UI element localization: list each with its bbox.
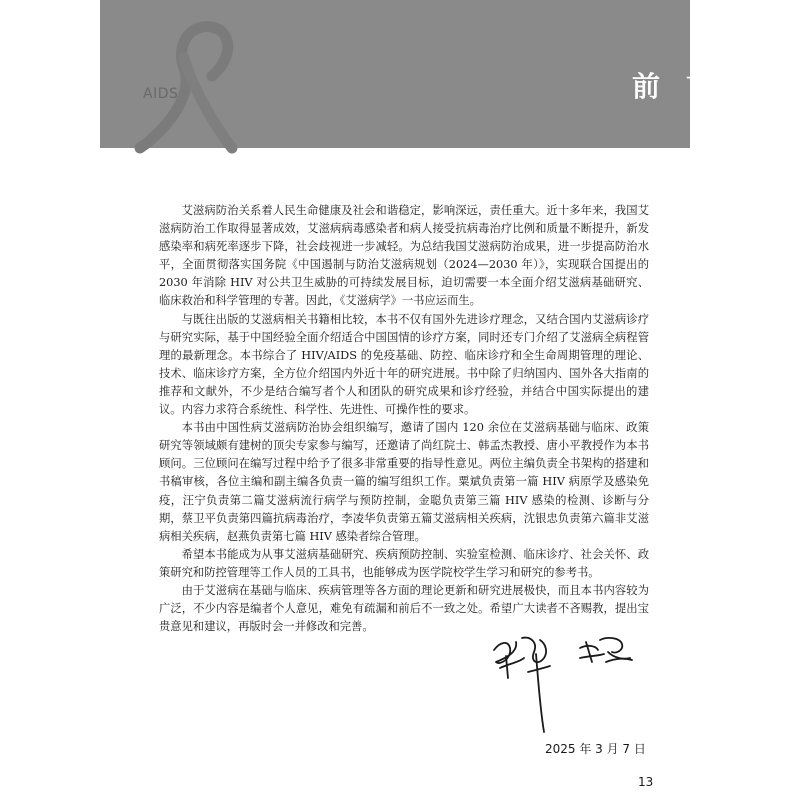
chapter-header-band (100, 0, 741, 148)
page-number: 13 (638, 775, 654, 789)
preface-body (159, 202, 649, 636)
paragraph: 由于艾滋病在基础与临床、疾病管理等各方面的理论更新和研究进展极快，而且本书内容较为广泛，不少内容是编者个人意见，难免有疏漏和前后不一致之处。希望广大读者不吝赐教，提出宝贵意见和建议，再版时会一并修改和完善。 (159, 583, 649, 634)
paragraph: 本书由中国性病艾滋病防治协会组织编写，邀请了国内 120 余位在艾滋病基础与临床、政策研究等领域颇有建树的顶尖专家参与编写，还邀请了尚红院士、韩孟杰教授、唐小平教授作为本书顾问。三位顾问在编写过程中给予了很多非常重要的指导性意见。两位主编负责全书架构的搭建和书稿审核，各位主编和副主编各负责一篇的编写组织工作。粟斌负责第一篇 HIV 病原学及感染免疫，汪宁负责第二篇艾滋病流行病学与预防控制，金聪负责第三篇 HIV 感染的检测、诊断与分期，蔡卫平负责第四篇抗病毒治疗，李凌华负责第五篇艾滋病相关疾病，沈银忠负责第六篇非艾滋病相关疾病，赵燕负责第七篇 HIV 感染者综合管理。 (159, 421, 649, 543)
aids-logo-text: AIDS (143, 86, 179, 102)
handwritten-signature (488, 628, 638, 738)
aids-ribbon-icon (100, 0, 690, 148)
chapter-title: 前言 (632, 70, 741, 103)
signature-date: 2025 年 3 月 7 日 (545, 742, 646, 756)
paragraph: 与既往出版的艾滋病相关书籍相比较，本书不仅有国外先进诊疗理念，又结合国内艾滋病诊疗与研究实际，基于中国经验全面介绍适合中国国情的诊疗方案，同时还专门介绍了艾滋病全病程管理的最新理念。本书综合了 HIV/AIDS 的免疫基础、防控、临床诊疗和全生命周期管理的理论、技术、临床诊疗方案，全方位介绍国内外近十年的研究进展。书中除了归纳国内、国外各大指南的推荐和文献外，不少是结合编写者个人和团队的研究成果和诊疗经验，并结合中国实际提出的建议。内容力求符合系统性、科学性、先进性、可操作性的要求。 (159, 312, 649, 417)
paragraph: 艾滋病防治关系着人民生命健康及社会和谐稳定，影响深远，责任重大。近十多年来，我国艾滋病防治工作取得显著成效，艾滋病病毒感染者和病人接受抗病毒治疗比例和质量不断提升，新发感染率和病死率逐步下降，社会歧视进一步减轻。为总结我国艾滋病防治成果，进一步提高防治水平，全面贯彻落实国务院《中国遏制与防治艾滋病规划（2024—2030 年）》，实现联合国提出的 2030 年消除 HIV 对公共卫生威胁的可持续发展目标，迫切需要一本全面介绍艾滋病基础研究、临床救治和科学管理的专著。因此，《艾滋病学》一书应运而生。 (159, 204, 649, 308)
paragraph: 希望本书能成为从事艾滋病基础研究、疾病预防控制、实验室检测、临床诊疗、社会关怀、政策研究和防控管理等工作人员的工具书，也能够成为医学院校学生学习和研究的参考书。 (159, 547, 649, 579)
